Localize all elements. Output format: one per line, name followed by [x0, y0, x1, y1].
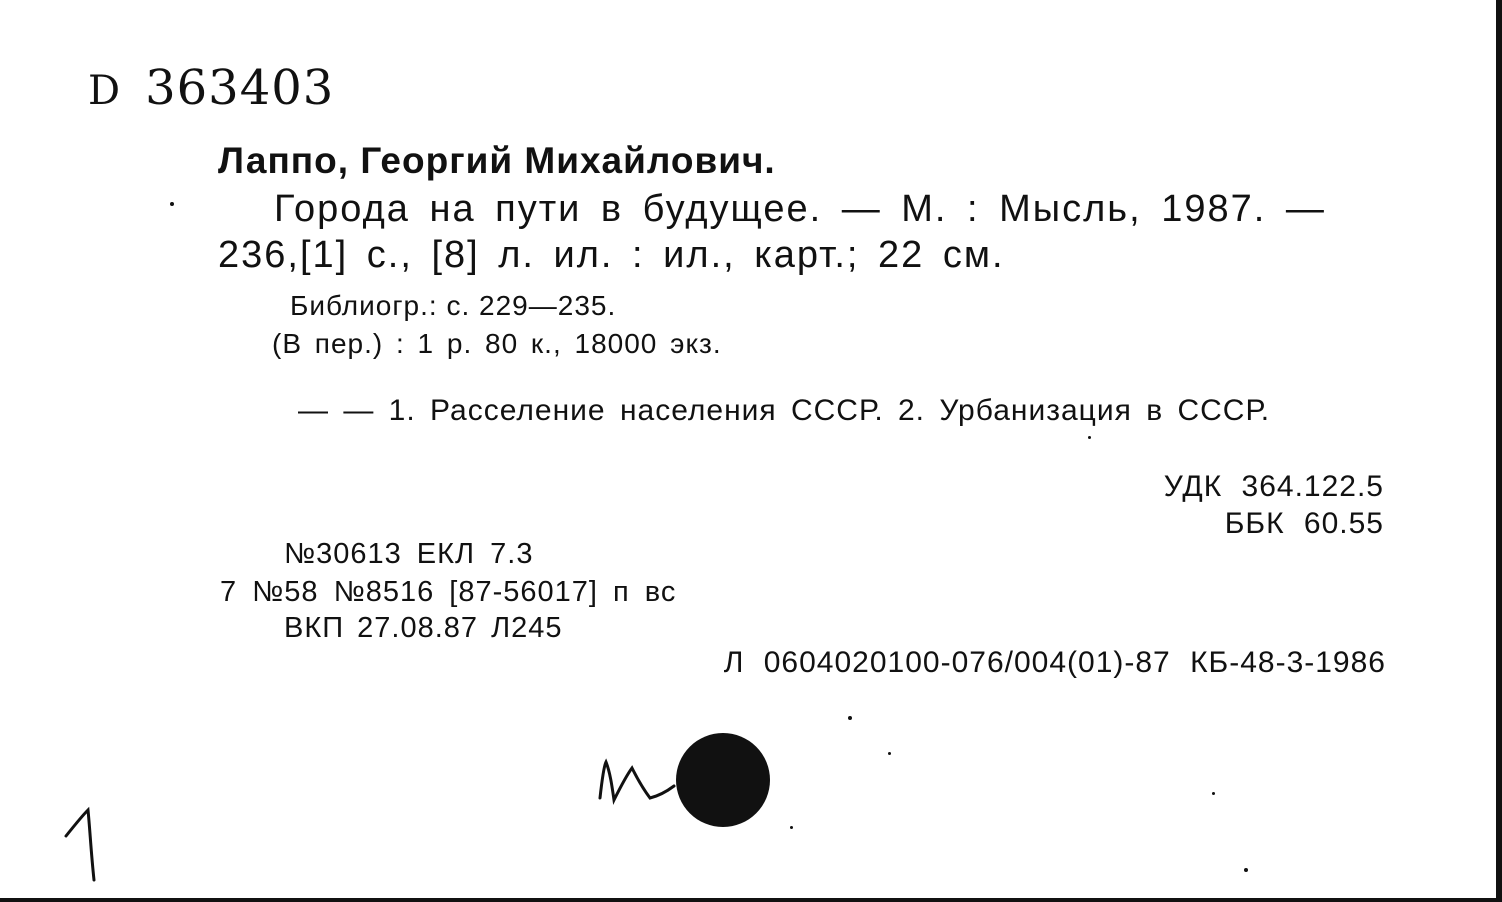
registration-line-3: ВКП 27.08.87 Л245 [284, 612, 563, 644]
classification-block [1164, 468, 1384, 542]
handwritten-number-mark [58, 806, 108, 886]
speck [1212, 792, 1215, 795]
publication-index: Л 0604020100-076/004(01)-87 КБ-48-3-1986 [723, 646, 1386, 679]
call-number [88, 60, 334, 116]
speck [1088, 436, 1091, 439]
bbk-code: ББК 60.55 [1224, 507, 1384, 540]
handwritten-mark-stamp [588, 728, 778, 838]
physical-description: 236,[1] с., [8] л. ил. : ил., карт.; 22 см. [218, 234, 1005, 276]
price-note: (В пер.) : 1 р. 80 к., 18000 экз. [272, 328, 722, 359]
speck [848, 716, 852, 720]
speck [790, 826, 793, 829]
subject-headings: — — 1. Расселение населения СССР. 2. Урбанизация в СССР. [298, 394, 1271, 427]
author-heading: Лаппо, Георгий Михайлович. [218, 140, 776, 181]
speck [888, 752, 891, 755]
call-number-digits: 363403 [145, 60, 335, 116]
bibliography-note: Библиогр.: с. 229—235. [290, 290, 617, 321]
speck [1244, 868, 1248, 872]
udk-code: УДК 364.122.5 [1163, 470, 1384, 503]
registration-line-1: №30613 ЕКЛ 7.3 [284, 538, 534, 570]
margin-dot [170, 202, 174, 206]
title-statement: Города на пути в будущее. — М. : Мысль, 1987. — [274, 188, 1326, 230]
registration-line-2: 7 №58 №8516 [87-56017] п вс [220, 576, 677, 608]
call-number-prefix: D [88, 68, 122, 114]
